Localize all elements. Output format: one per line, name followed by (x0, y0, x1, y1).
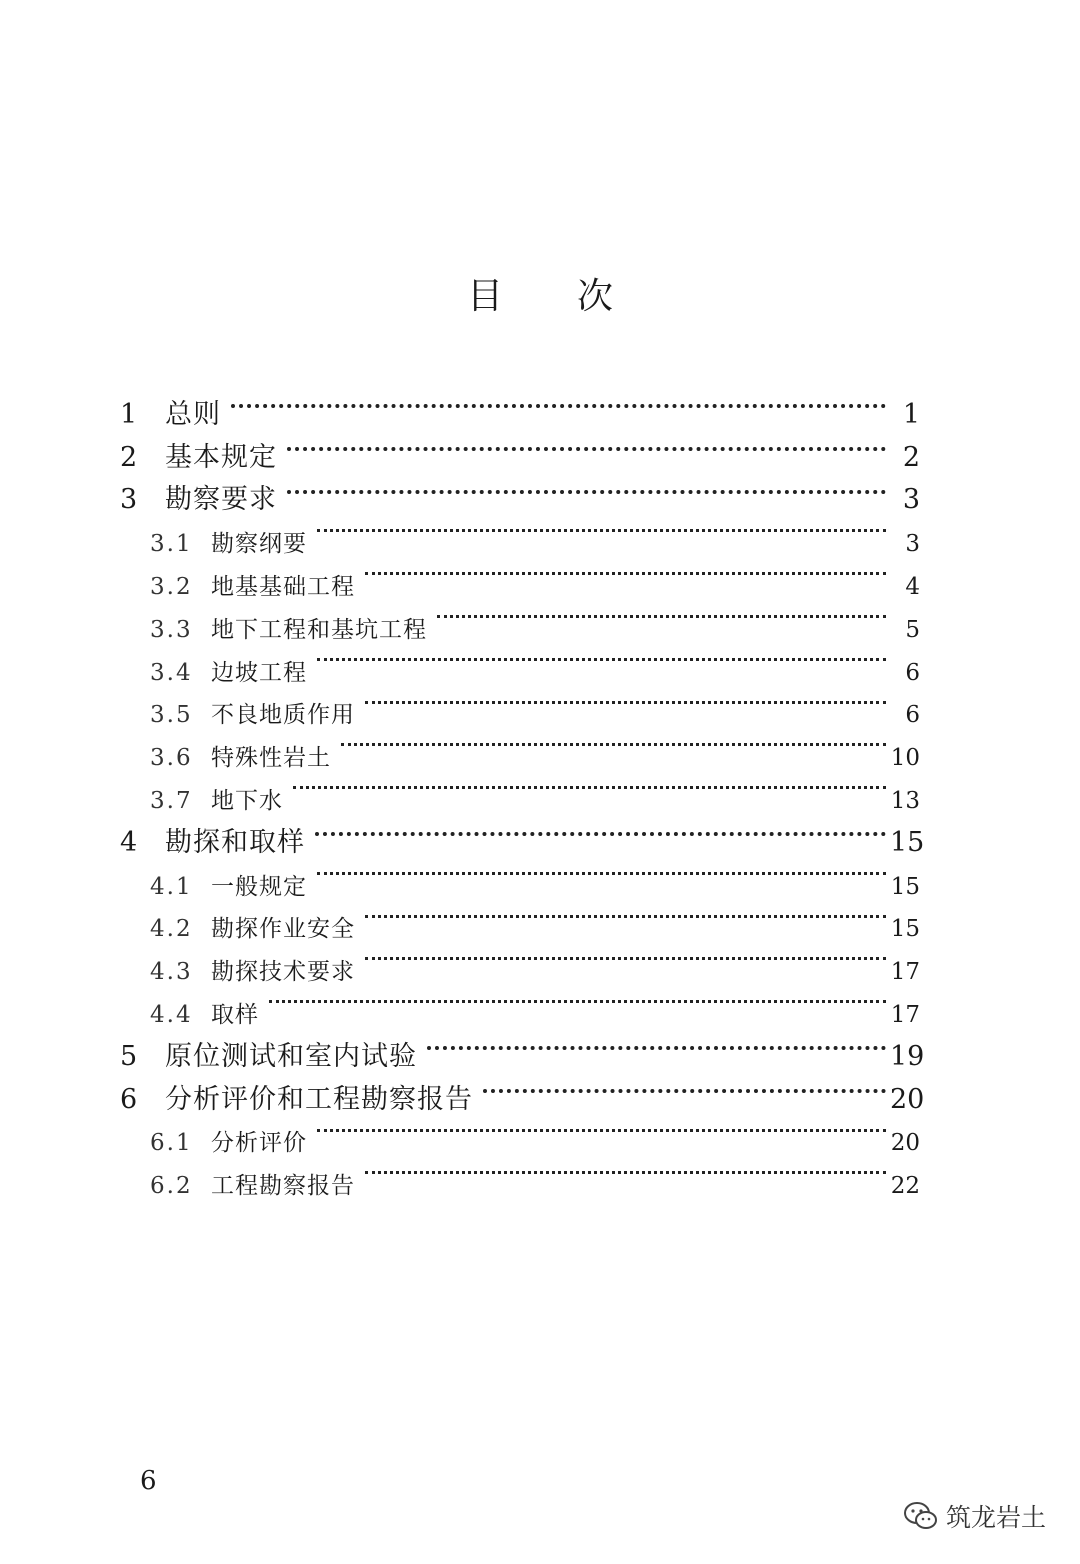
toc-entry-number: 4.2 (150, 916, 193, 943)
toc-entry-label: 取样 (211, 1001, 259, 1028)
toc-entry-page: 20 (890, 1083, 925, 1115)
toc-entry-label: 地基基础工程 (211, 573, 355, 600)
toc-entry-page: 15 (890, 826, 925, 858)
toc-entry-label: 一般规定 (211, 873, 307, 900)
toc-entry-number: 4.3 (150, 959, 193, 986)
toc-entry-number: 3.6 (150, 745, 193, 772)
page-number: 6 (140, 1466, 157, 1496)
toc-leader-dots (365, 680, 886, 723)
toc-entry-page: 19 (890, 1040, 925, 1072)
toc-entry-page: 6 (905, 702, 920, 729)
toc-chapter (120, 423, 920, 473)
toc-entry-label: 地下工程和基坑工程 (211, 616, 427, 643)
toc-leader-dots (365, 551, 886, 594)
toc-entry-number: 6.2 (150, 1173, 193, 1200)
toc-entry-page: 3 (902, 484, 920, 516)
toc-entry-page: 15 (890, 873, 920, 900)
toc-entry-number: 3.3 (150, 616, 193, 643)
toc-entry-page: 4 (905, 573, 920, 600)
toc-title (0, 268, 1080, 319)
toc-entry-page: 1 (902, 398, 920, 430)
toc-entry-number: 4.1 (150, 873, 193, 900)
watermark (902, 1498, 1046, 1534)
toc-entry-label: 勘探作业安全 (211, 916, 355, 943)
toc-entry-page: 15 (890, 916, 920, 943)
toc-leader-dots (315, 808, 886, 851)
toc-entry-page: 6 (905, 659, 920, 686)
toc-entry-page: 10 (890, 745, 920, 772)
toc-entry-label: 勘探技术要求 (211, 959, 355, 986)
toc-leader-dots (317, 1108, 886, 1151)
toc-entry-number: 3.4 (150, 659, 193, 686)
toc-entry-number: 3.2 (150, 573, 193, 600)
toc-entry-number: 4.4 (150, 1001, 193, 1028)
toc-title-char-2: 次 (577, 276, 614, 317)
toc-leader-dots (365, 936, 886, 979)
toc-leader-dots (365, 1150, 886, 1193)
table-of-contents (120, 380, 925, 1200)
toc-entry-label: 勘察纲要 (211, 531, 307, 558)
toc-entry-label: 勘探和取样 (165, 826, 305, 858)
toc-entry-page: 17 (890, 959, 920, 986)
toc-leader-dots (317, 851, 886, 894)
toc-entry-page: 17 (890, 1001, 920, 1028)
toc-leader-dots (341, 722, 886, 765)
toc-entry-number: 5 (120, 1040, 138, 1072)
toc-leader-dots (231, 380, 886, 423)
toc-leader-dots (287, 423, 886, 466)
toc-entry-label: 总则 (165, 398, 221, 430)
toc-entry-number: 3.1 (150, 531, 193, 558)
toc-entry-label: 特殊性岩土 (211, 745, 331, 772)
toc-entry-page: 20 (890, 1130, 920, 1157)
toc-entry-label: 原位测试和室内试验 (165, 1040, 417, 1072)
toc-entry-number: 2 (120, 441, 138, 473)
toc-entry-page: 13 (890, 787, 920, 814)
toc-entry-label: 边坡工程 (211, 659, 307, 686)
toc-entry-number: 3 (120, 484, 138, 516)
toc-entry-page: 3 (905, 531, 920, 558)
toc-entry-label: 地下水 (211, 787, 283, 814)
toc-entry-number: 6.1 (150, 1130, 193, 1157)
toc-entry-label: 不良地质作用 (211, 702, 355, 729)
toc-entry-page: 2 (902, 441, 920, 473)
toc-leader-dots (287, 466, 886, 509)
toc-entry-label: 分析评价和工程勘察报告 (165, 1083, 473, 1115)
toc-leader-dots (483, 1065, 886, 1108)
toc-leader-dots (365, 894, 886, 937)
toc-entry-page: 5 (905, 616, 920, 643)
toc-entry-label: 分析评价 (211, 1130, 307, 1157)
toc-leader-dots (427, 1022, 886, 1065)
toc-leader-dots (293, 765, 886, 808)
toc-entry-number: 1 (120, 398, 138, 430)
toc-leader-dots (317, 508, 886, 551)
toc-leader-dots (317, 637, 886, 680)
toc-entry-number: 3.7 (150, 787, 193, 814)
toc-entry-number: 6 (120, 1083, 138, 1115)
toc-chapter (120, 380, 920, 430)
toc-title-char-1: 目 (466, 276, 503, 317)
toc-entry-label: 基本规定 (165, 441, 277, 473)
toc-leader-dots (437, 594, 886, 637)
toc-entry-label: 勘察要求 (165, 484, 277, 516)
wechat-icon (902, 1500, 940, 1532)
toc-entry-number: 3.5 (150, 702, 193, 729)
toc-entry-number: 4 (120, 826, 138, 858)
toc-leader-dots (269, 979, 886, 1022)
toc-entry-label: 工程勘察报告 (211, 1173, 355, 1200)
toc-entry-page: 22 (890, 1173, 920, 1200)
watermark-text: 筑龙岩土 (945, 1503, 1046, 1532)
